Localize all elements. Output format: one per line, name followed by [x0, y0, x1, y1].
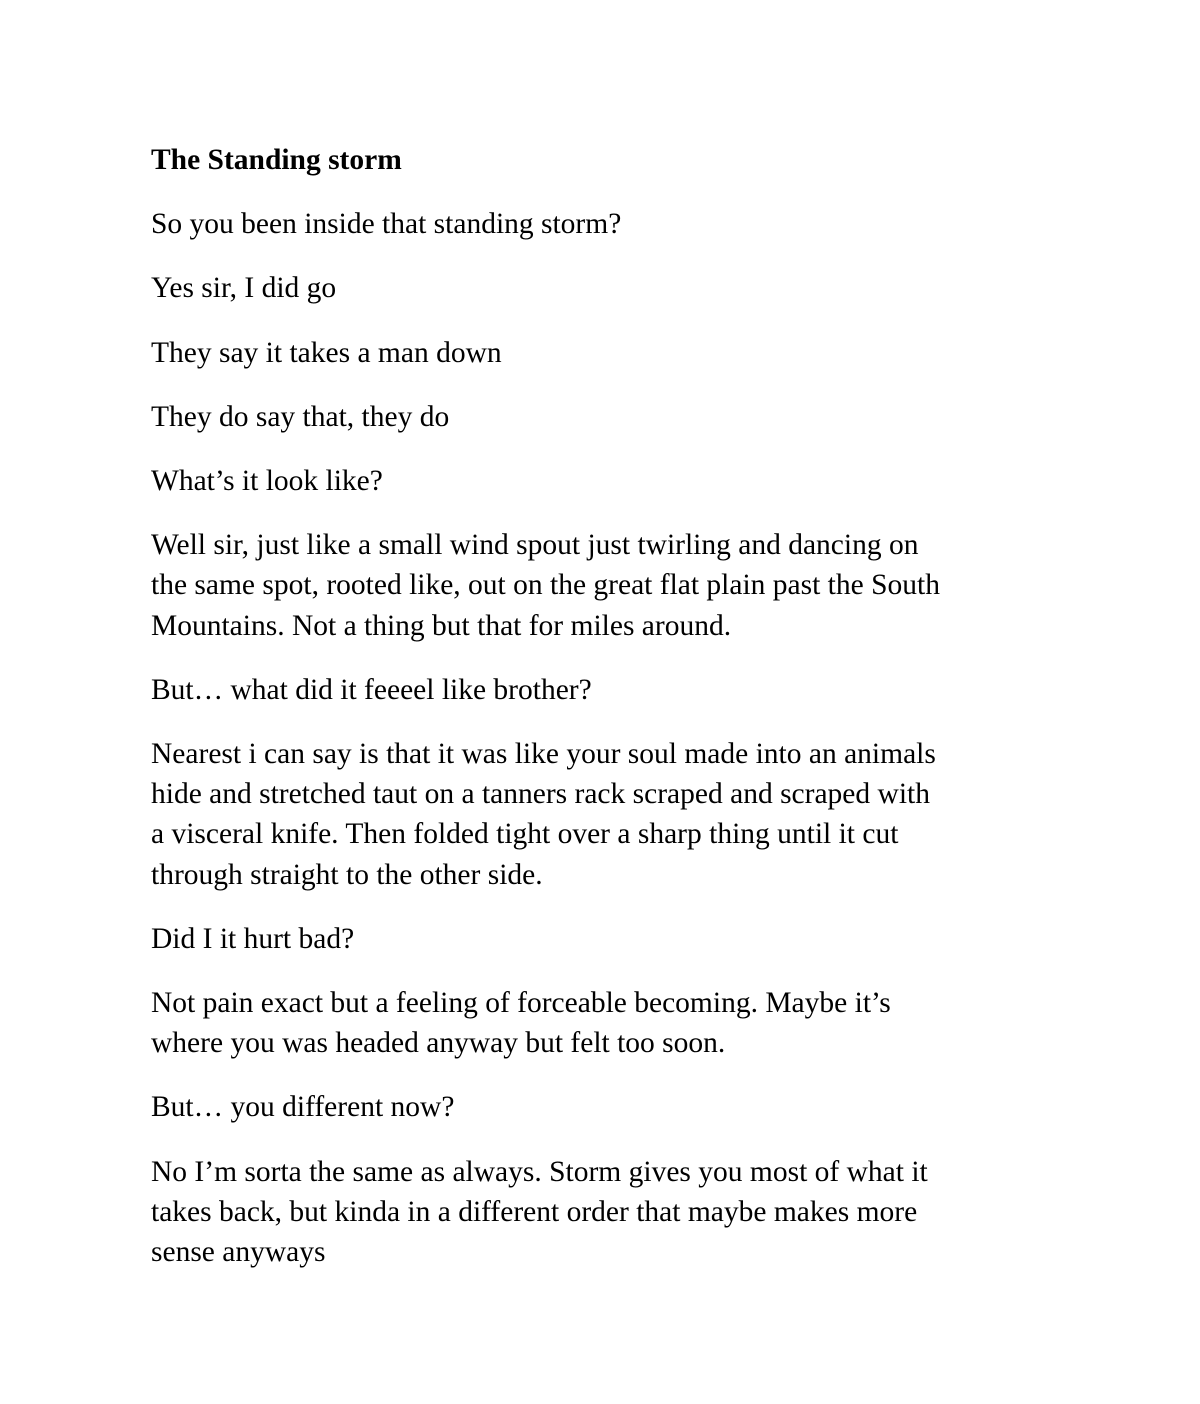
paragraph-line: Not pain exact but a feeling of forceable becoming. Maybe it’s: [151, 987, 891, 1020]
paragraph: [151, 919, 1051, 959]
paragraph-line: So you been inside that standing storm?: [151, 208, 622, 241]
document-title: The Standing storm: [151, 144, 402, 176]
paragraph: [151, 204, 1051, 244]
paragraph-line: But… what did it feeeel like brother?: [151, 673, 592, 706]
paragraph-line: the same spot, rooted like, out on the great flat plain past the South: [151, 569, 940, 602]
paragraph-line: But… you different now?: [151, 1091, 455, 1124]
paragraph-list: [151, 204, 1051, 1272]
paragraph: [151, 1152, 1051, 1273]
paragraph-line: Mountains. Not a thing but that for miles around.: [151, 609, 732, 642]
document-body: [151, 140, 1051, 1296]
paragraph-line: Did I it hurt bad?: [151, 922, 355, 955]
paragraph-line: hide and stretched taut on a tanners rack scraped and scraped with: [151, 778, 930, 811]
paragraph-line: sense anyways: [151, 1236, 326, 1269]
paragraph: [151, 397, 1051, 437]
paragraph-line: What’s it look like?: [151, 465, 383, 498]
paragraph-line: takes back, but kinda in a different order that maybe makes more: [151, 1195, 918, 1228]
paragraph: [151, 734, 1051, 895]
paragraph-line: No I’m sorta the same as always. Storm gives you most of what it: [151, 1155, 928, 1188]
paragraph-line: a visceral knife. Then folded tight over a sharp thing until it cut: [151, 818, 899, 851]
paragraph: [151, 461, 1051, 501]
paragraph: [151, 268, 1051, 308]
paragraph-line: through straight to the other side.: [151, 858, 543, 891]
paragraph: [151, 525, 1051, 646]
paragraph-line: Well sir, just like a small wind spout just twirling and dancing on: [151, 529, 919, 562]
paragraph-line: They say it takes a man down: [151, 336, 502, 369]
paragraph: [151, 333, 1051, 373]
paragraph-line: where you was headed anyway but felt too soon.: [151, 1027, 726, 1060]
paragraph: [151, 670, 1051, 710]
paragraph-line: Yes sir, I did go: [151, 272, 337, 305]
paragraph: [151, 983, 1051, 1063]
paragraph: [151, 1087, 1051, 1127]
paragraph-line: Nearest i can say is that it was like your soul made into an animals: [151, 738, 936, 771]
paragraph-line: They do say that, they do: [151, 400, 450, 433]
